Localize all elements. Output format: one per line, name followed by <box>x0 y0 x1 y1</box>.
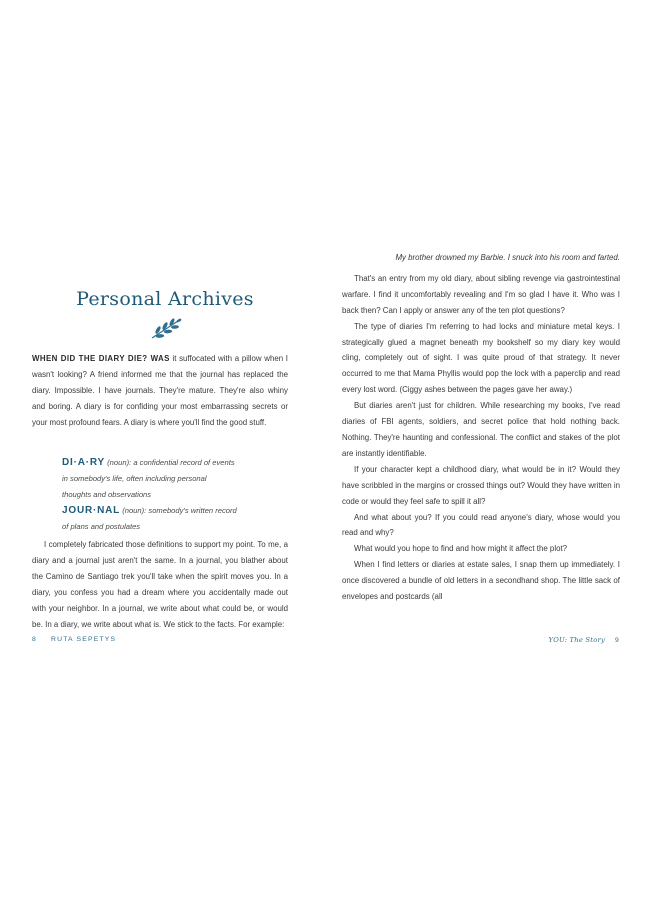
paragraph-text: And what about you? If you could read anyone's diary, whose would you read and why? <box>342 512 620 538</box>
right-page-text <box>342 250 620 605</box>
intro-paragraph <box>32 351 288 431</box>
intro-text: it suffocated with a pillow when I wasn't looking? A friend informed me that the journal has replaced the diary. Impossible. I have journals. They're mature. They're also whiny and boring. A diary is for confiding your most embarrassing secrets or your most profound fears. A diary is where you'll find the good stuff. <box>32 354 288 427</box>
page-number: 9 <box>615 637 620 644</box>
paragraph-text: When I find letters or diaries at estate sales, I snap them up immediately. I once discovered a bundle of old letters in a secondhand shop. The little sack of envelopes and postcards (all <box>342 560 620 602</box>
paragraph-text: I completely fabricated those definitions to support my point. To me, a diary and a journal just aren't the same. In a journal, you blather about the Camino de Santiago trek you'll take when the spirit moves you. In a diary, you confess you had a dream where you accidentally made out with your neighbor. In a journal, we write about what could be, or would be. In a diary, we write about what is. We stick to the facts. For example: <box>32 540 288 629</box>
paragraph-text: If your character kept a childhood diary, what would be in it? Would they have scribbled in the margins or crossed things out? Would they have written in code or would they feel safe to spill it all? <box>342 464 620 506</box>
diary-entry-quote: My brother drowned my Barbie. I snuck into his room and farted. <box>395 253 620 262</box>
definition-term: JOUR·NAL <box>62 505 121 516</box>
chapter-title: Personal Archives <box>76 288 254 310</box>
definition-pos: (noun): <box>122 506 147 515</box>
definition-diary <box>62 455 292 503</box>
body-paragraph-2 <box>32 537 288 632</box>
definition-meaning-line: in somebody's life, often including personal <box>62 474 207 483</box>
paragraph-text: The type of diaries I'm referring to had locks and miniature metal keys. I strategically glued a magnet beneath my bookshelf so my diary key would cling, completely out of sight. I was quite proud of that strategy. It never occurred to me that Mama Phyllis would pop the lock with a paperclip and read every lost word. (Ciggy ashes between the pages gave her away.) <box>342 321 620 395</box>
running-head-author: RUTA SEPETYS <box>50 636 117 643</box>
paragraph-text: That's an entry from my old diary, about sibling revenge via gastrointestinal warfare. I find it uncomfortably revealing and I'm so glad I have it. Who was I back then? Can I apply or answer any of the ten plot questions? <box>342 273 620 315</box>
definition-meaning-line: somebody's written record <box>148 506 237 515</box>
paragraph-text: But diaries aren't just for children. While researching my books, I've read diaries of FBI agents, soldiers, and secret police that hold nothing back. Nothing. They're haunting and confessional. The conflict and stakes of the plot are instantly identifiable. <box>342 401 620 458</box>
paragraph-text: What would you hope to find and how might it affect the plot? <box>354 544 568 554</box>
folio-left <box>32 636 116 643</box>
definition-meaning-line: thoughts and observations <box>62 490 152 499</box>
definition-pos: (noun): <box>107 458 132 467</box>
intro-lead: WHEN DID THE DIARY DIE? WAS <box>32 354 170 363</box>
folio-right <box>549 636 620 644</box>
running-head-section: YOU: The Story <box>548 636 606 644</box>
definition-term: DI·A·RY <box>62 457 106 468</box>
definition-meaning-line: a confidential record of events <box>133 458 235 467</box>
page-number: 8 <box>32 636 37 643</box>
leaf-sprig-icon <box>148 318 182 340</box>
right-page <box>330 0 660 904</box>
definition-meaning-line: of plans and postulates <box>62 522 141 531</box>
definitions <box>62 455 292 535</box>
definition-journal <box>62 503 292 535</box>
